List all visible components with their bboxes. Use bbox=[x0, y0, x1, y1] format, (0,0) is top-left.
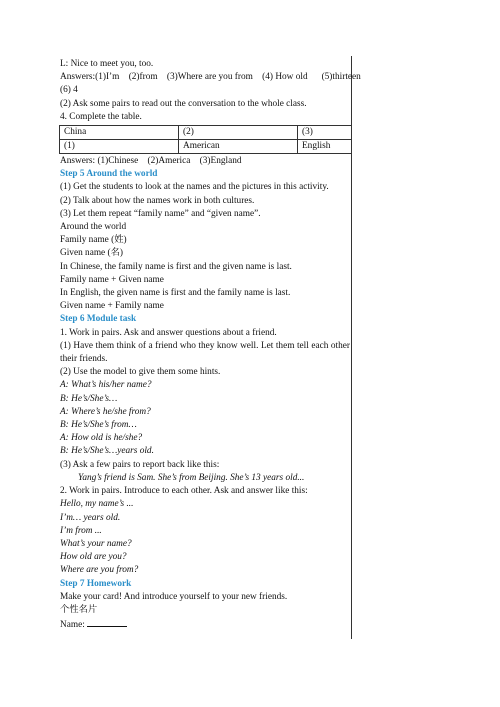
table-cell: (3) bbox=[298, 126, 352, 140]
name-field: Name: bbox=[60, 617, 350, 632]
step5-line: Given name + Family name bbox=[60, 301, 164, 312]
step6-line: 1. Work in pairs. Ask and answer questions about a friend. bbox=[60, 327, 277, 338]
dialogue-line: L: Nice to meet you, too. bbox=[60, 59, 154, 69]
intro-line: What’s your name? bbox=[60, 538, 132, 549]
step7-line: Make your card! And introduce yourself to your new friends. bbox=[60, 591, 288, 602]
table-cell: American bbox=[179, 140, 298, 154]
table-cell: (1) bbox=[60, 140, 179, 154]
report-example: Yang’s friend is Sam. She’s from Beijing. She’s 13 years old... bbox=[78, 472, 305, 483]
step5-line: Around the world bbox=[60, 222, 127, 233]
step5-line: Family name (姓) bbox=[60, 235, 127, 246]
table-cell: English bbox=[298, 140, 352, 154]
step5-line: (3) Let them repeat “family name” and “given name”. bbox=[60, 208, 261, 219]
step5-line: (2) Talk about how the names work in both cultures. bbox=[60, 195, 255, 206]
model-line: B: He’s/She’s from… bbox=[60, 420, 137, 431]
table-row bbox=[60, 140, 352, 154]
card-title: 个性名片 bbox=[60, 604, 98, 615]
model-line: B: He’s/She’s…years old. bbox=[60, 446, 154, 457]
intro-line: I’m… years old. bbox=[60, 512, 121, 523]
name-blank bbox=[87, 617, 127, 627]
step5-line: In Chinese, the family name is first and the given name is last. bbox=[60, 261, 292, 272]
intro-line: Hello, my name’s ... bbox=[60, 499, 134, 510]
lesson-plan-content bbox=[60, 58, 361, 632]
step6-heading: Step 6 Module task bbox=[60, 314, 137, 325]
model-line: B: He’s/She’s… bbox=[60, 393, 118, 404]
nationality-table bbox=[59, 125, 352, 154]
intro-line: How old are you? bbox=[60, 552, 127, 563]
model-line: A: How old is he/she? bbox=[60, 433, 143, 444]
answers-line-1: Answers:(1)I’m (2)from (3)Where are you from (4) How old (5)thirteen bbox=[60, 72, 361, 83]
step5-line: (1) Get the students to look at the names and the pictures in this activity. bbox=[60, 182, 329, 193]
step5-line: Given name (名) bbox=[60, 248, 123, 259]
table-cell: (2) bbox=[179, 126, 298, 140]
intro-line: Where are you from? bbox=[60, 565, 139, 576]
complete-table-instruction: 4. Complete the table. bbox=[60, 111, 142, 122]
model-line: A: Where’s he/she from? bbox=[60, 406, 151, 417]
model-line: A: What’s his/her name? bbox=[60, 380, 152, 391]
answers-table: Answers: (1)Chinese (2)America (3)England bbox=[60, 156, 242, 167]
step5-line: In English, the given name is first and the family name is last. bbox=[60, 288, 291, 299]
step6-line: (3) Ask a few pairs to report back like this: bbox=[60, 459, 220, 470]
step6-line: (2) Use the model to give them some hints. bbox=[60, 367, 221, 378]
step6-line: (1) Have them think of a friend who they know well. Let them tell each other their friends. bbox=[60, 340, 350, 365]
answers-line-2: (6) 4 bbox=[60, 85, 78, 96]
intro-line: I’m from ... bbox=[60, 525, 102, 536]
step7-heading: Step 7 Homework bbox=[60, 578, 132, 589]
step5-line: Family name + Given name bbox=[60, 274, 164, 285]
table-cell: China bbox=[60, 126, 179, 140]
table-row bbox=[60, 126, 352, 140]
step6-line: 2. Work in pairs. Introduce to each other. Ask and answer like this: bbox=[60, 486, 308, 497]
step5-heading: Step 5 Around the world bbox=[60, 169, 158, 180]
pairs-instruction: (2) Ask some pairs to read out the conversation to the whole class. bbox=[60, 98, 307, 109]
